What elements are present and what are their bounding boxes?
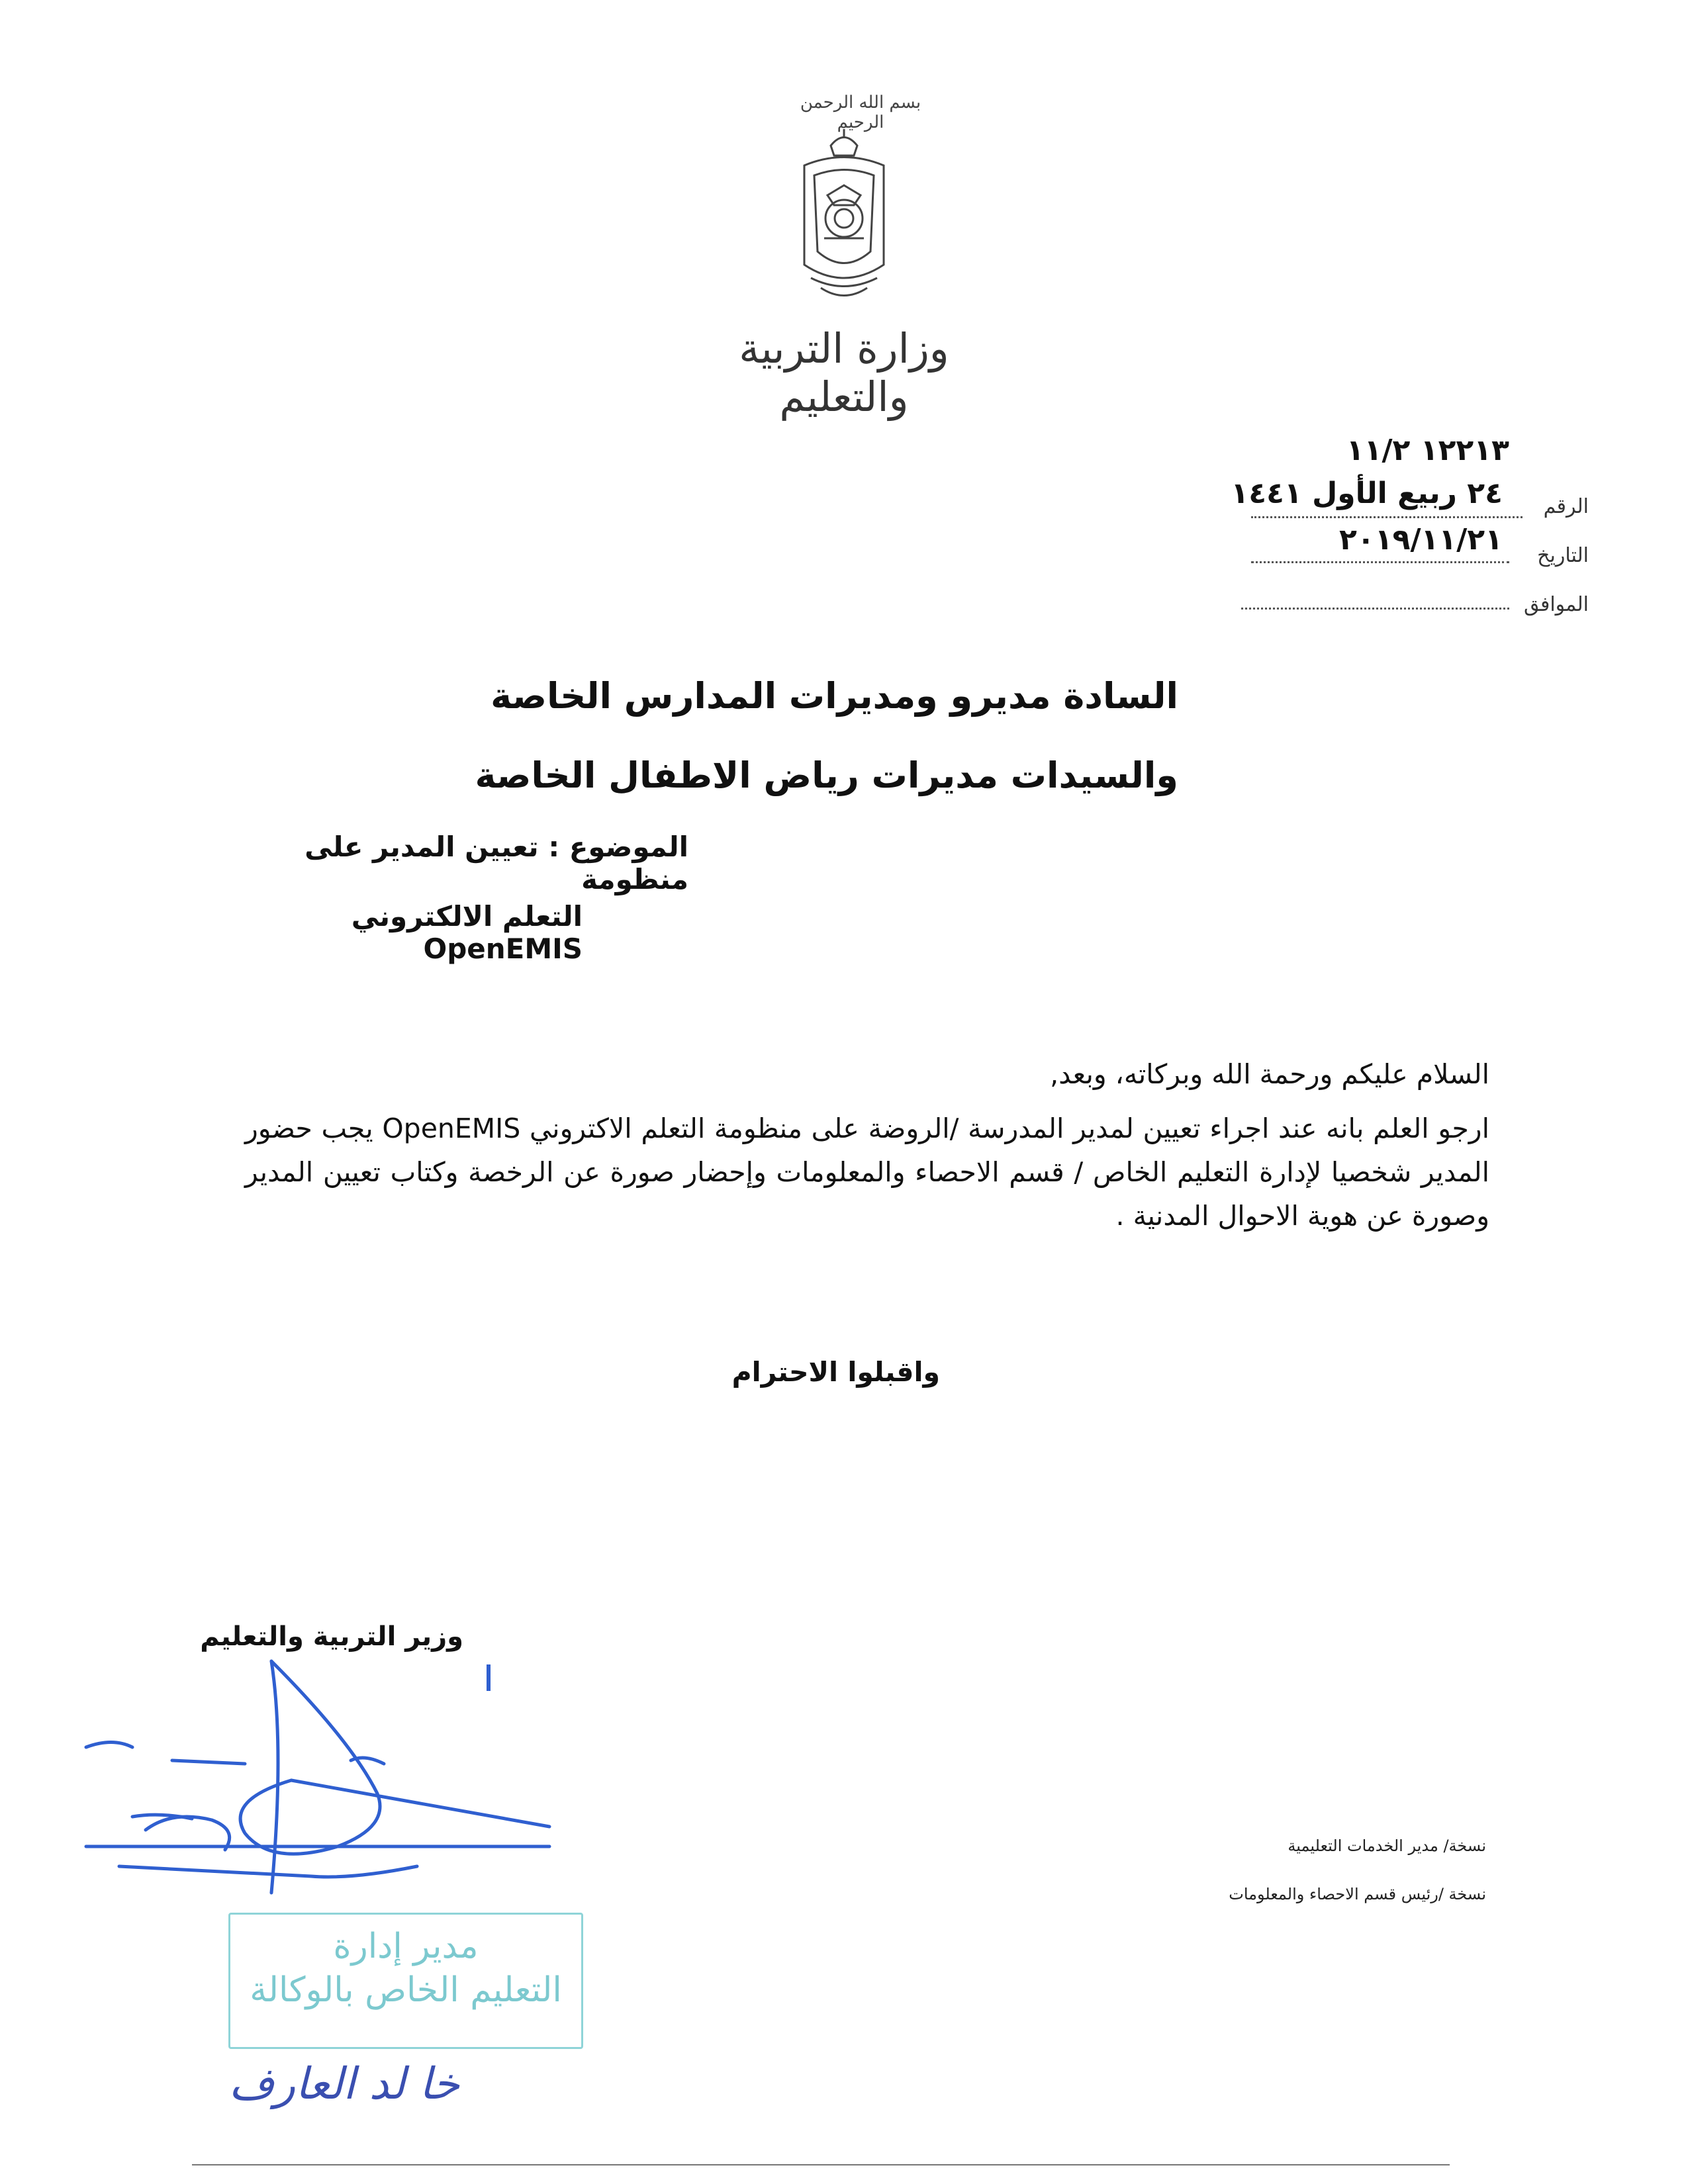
copy-line-1: نسخة/ مدير الخدمات التعليمية (1288, 1837, 1486, 1855)
copy-line-2: نسخة /رئيس قسم الاحصاء والمعلومات (1229, 1885, 1486, 1903)
hijri-date: ٢٤ ربيع الأول ١٤٤١ (1231, 477, 1503, 510)
subject-line-1: الموضوع : تعيين المدير على منظومة (305, 831, 688, 895)
signatory-title: وزير التربية والتعليم (200, 1621, 463, 1652)
body-paragraph: ارجو العلم بانه عند اجراء تعيين لمدير المدرسة /الروضة على منظومة التعلم الاكتروني OpenEMIS يجب حضور المدير شخصيا لإدارة التعليم الخاص / قسم الاحصاء والمعلومات وإحضار صورة عن الرخصة وكتاب تعيين المدير وصورة عن هوية الاحوال المدنية . (245, 1113, 1489, 1232)
greeting: السلام عليكم ورحمة الله وبركاته، وبعد, (1050, 1058, 1489, 1090)
addressee-line-1: السادة مديرو ومديرات المدارس الخاصة (491, 675, 1178, 717)
basmala-text: بسم الله الرحمن الرحيم (800, 93, 921, 132)
stamp-line-1: مدير إدارة (333, 1927, 479, 1966)
gregorian-date: ٢٠١٩/١١/٢١ (1339, 523, 1503, 557)
closing: واقبلوا الاحترام (731, 1356, 940, 1388)
subject-line-2: التعلم الالكتروني OpenEMIS (351, 900, 583, 965)
reference-number: ١٢٢١٣ ١١/٢ (1346, 433, 1509, 467)
handwritten-signature (73, 1648, 576, 1899)
date-label: التاريخ (1537, 544, 1589, 567)
ministry-header: وزارة التربية والتعليم (739, 324, 949, 421)
bottom-rule (192, 2164, 1450, 2165)
stamp-line-2: التعليم الخاص بالوكالة (250, 1970, 562, 2010)
corresponding-label: الموافق (1523, 593, 1589, 616)
handwritten-note: خا لد العارف (228, 2058, 460, 2109)
number-label: الرقم (1543, 495, 1589, 518)
corresponding-dotted-line (1241, 608, 1509, 610)
coat-of-arms-icon (791, 126, 897, 311)
number-dotted-line (1251, 516, 1523, 518)
official-stamp (228, 1913, 583, 2049)
addressee-line-2: والسيدات مديرات رياض الاطفال الخاصة (475, 754, 1178, 796)
date-dotted-line (1251, 561, 1509, 563)
